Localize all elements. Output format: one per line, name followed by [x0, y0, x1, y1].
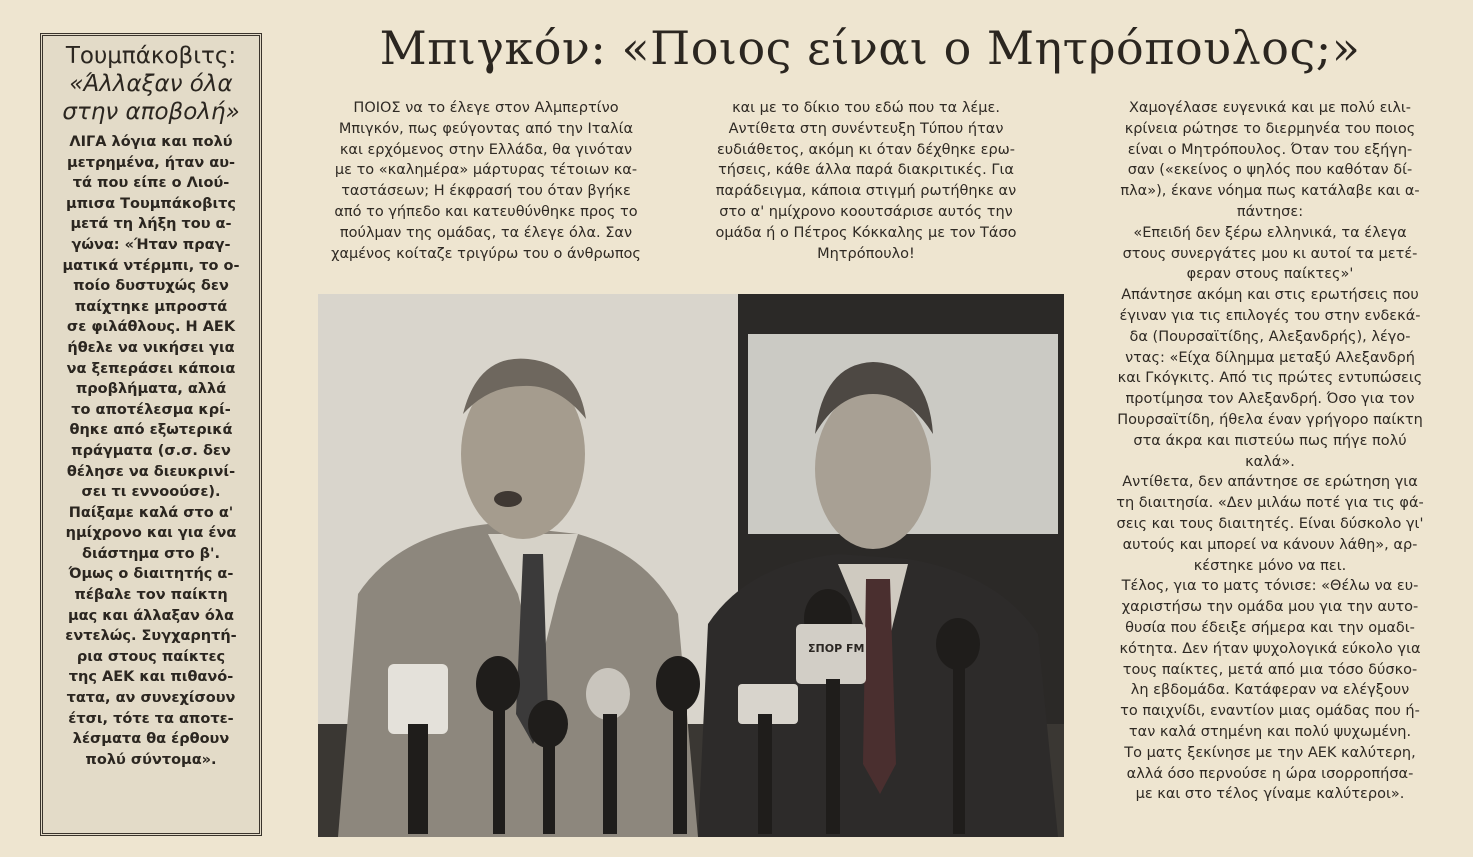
article-text-line: στα άκρα και πιστεύω πως πήγε πολύ	[1133, 432, 1407, 449]
sidebar-text-line: ρια στους παίκτες	[76, 648, 226, 665]
article-text-line: με το «καλημέρα» μάρτυρας τέτοιων κα-	[334, 162, 638, 179]
article-text-line: δα (Πουρσαϊτίδης, Αλεξανδρής), λέγο-	[1129, 328, 1411, 345]
sidebar-text-line: τατα, αν συνεχίσουν	[66, 690, 236, 707]
sidebar-text-line: πολύ σύντομα».	[85, 751, 217, 768]
article-text-line: σεις και τους διαιτητές. Είναι δύσκολο γι'	[1116, 515, 1424, 532]
article-text-line: Τέλος, για το ματς τόνισε: «Θέλω να ευ-	[1121, 578, 1419, 595]
sidebar-text-line: σει τι εννοούσε).	[81, 484, 221, 501]
article-text-line: ομάδα ή ο Πέτρος Κόκκαλης με τον Τάσο	[715, 224, 1017, 241]
article-column-3	[1090, 98, 1450, 805]
sidebar-text-line: πέβαλε τον παίκτη	[74, 587, 228, 604]
sidebar-text-line: ημίχρονο και για ένα	[65, 525, 237, 542]
article-text-line: ντας: «Είχα δίλημμα μεταξύ Αλεξανδρή	[1125, 349, 1415, 366]
article-text-line: φεραν στους παίκτες»'	[1186, 266, 1354, 283]
article-text-line: αυτούς και μπορεί να κάνουν λάθη», αρ-	[1122, 536, 1418, 553]
sidebar-text-line: μετρημένα, ήταν αυ-	[66, 154, 236, 171]
article-text-line: πλα»), έκανε νόημα πως κατάλαβε και α-	[1120, 183, 1420, 200]
sidebar-headline-line: «Άλλαξαν όλα	[69, 71, 233, 97]
article-text-line: στους συνεργάτες μου κι αυτοί τα μετέ-	[1122, 245, 1418, 262]
article-text-line: Αντίθετα, δεν απάντησε σε ερώτηση για	[1122, 474, 1418, 491]
article-text-line: αλλά όσο περνούσε η ώρα ισορροπήσα-	[1126, 765, 1414, 782]
article-text-line: ταν καλά στημένη και πολύ ψυχωμένη.	[1128, 723, 1412, 740]
sidebar-text-line: θέλησε να διευκρινί-	[66, 463, 236, 480]
article-text-line: θυσία που έδειξε σήμερα και την ομαδι-	[1125, 619, 1415, 636]
sidebar-text-line: εντελώς. Συγχαρητή-	[65, 628, 237, 645]
article-column-2	[696, 98, 1036, 264]
article-text-line: Πουρσαϊτίδη, ήθελα έναν γρήγορο παίκτη	[1117, 411, 1423, 428]
article-text-line: ταστάσεων; Η έκφρασή του όταν βγήκε	[341, 183, 631, 200]
sidebar-text-line: σε φιλάθλους. Η ΑΕΚ	[66, 319, 236, 336]
article-text-line: τήσεις, κάθε άλλα παρά διακριτικές. Για	[718, 162, 1014, 179]
press-conference-photo	[318, 294, 1064, 837]
article-text-line: κέστηκε μόνο να πει.	[1193, 557, 1347, 574]
sidebar-text-line: πράγματα (σ.σ. δεν	[71, 442, 231, 459]
article-text-line: χαριστήσω την ομάδα μου για την αυτο-	[1121, 599, 1419, 616]
sidebar-text-line: της ΑΕΚ και πιθανό-	[68, 669, 234, 686]
article-text-line: Χαμογέλασε ευγενικά και με πολύ ειλι-	[1128, 100, 1412, 116]
article-text-line: από το γήπεδο και κατευθύνθηκε προς το	[334, 203, 638, 220]
sidebar-text-line: διάστημα στο β'.	[81, 545, 220, 562]
article-text-line: «Επειδή δεν ξέρω ελληνικά, τα έλεγα	[1133, 224, 1407, 241]
article-headline: Μπιγκόν: «Ποιος είναι ο Μητρόπουλος;»	[379, 21, 1361, 75]
sidebar-body-text	[49, 132, 253, 770]
article-text-line: ευδιάθετος, ακόμη κι όταν δέχθηκε ερω-	[716, 141, 1016, 158]
sidebar-text-line: ήθελε να νικήσει για	[67, 339, 235, 356]
sidebar-text-line: ΛΙΓΑ λόγια και πολύ	[69, 134, 233, 150]
sidebar-text-line: Παίξαμε καλά στο α'	[68, 504, 234, 521]
sidebar-text-line: μας και άλλαξαν όλα	[67, 607, 235, 624]
sidebar-text-line: παίχτηκε μπροστά	[74, 298, 228, 315]
article-text-line: Το ματς ξεκίνησε με την ΑΕΚ καλύτερη,	[1124, 744, 1416, 761]
sidebar-text-line: λέσματα θα έρθουν	[72, 731, 230, 748]
article-text-line: πούλμαν της ομάδας, τα έλεγε όλα. Σαν	[339, 224, 633, 241]
article-text-line: σαν («εκείνος ο ψηλός που καθόταν δί-	[1127, 162, 1413, 179]
article-text-line: λη εβδομάδα. Κατάφεραν να ελέγξουν	[1130, 682, 1410, 699]
sidebar-text-line: Όμως ο διαιτητής α-	[68, 566, 234, 583]
article-text-line: κότητα. Δεν ήταν ψυχολογικά εύκολο για	[1119, 640, 1421, 657]
article-text-line: παράδειγμα, κάποια στιγμή ρωτήθηκε αν	[715, 183, 1017, 200]
article-text-line: έγιναν για τις επιλογές του στην ενδεκά-	[1119, 307, 1421, 324]
article-text-line: και με το δίκιο του εδώ που τα λέμε.	[732, 100, 1000, 116]
article-text-line: Μπιγκόν, πως φεύγοντας από την Ιταλία	[338, 120, 634, 137]
article-text-line: πάντησε:	[1236, 203, 1304, 220]
sidebar-box	[40, 33, 262, 836]
sidebar-text-line: ματικά ντέρμπι, το ο-	[62, 257, 240, 274]
article-text-line: χαμένος κοίταζε τριγύρω του ο άνθρωπος	[331, 245, 641, 262]
article-text-line: καλά».	[1245, 453, 1295, 470]
sidebar-headline-line: στην αποβολή»	[62, 99, 240, 125]
article-text-line: Αντίθετα στη συνέντευξη Τύπου ήταν	[728, 120, 1004, 137]
article-text-line: στο α' ημίχρονο κοουτσάρισε αυτός την	[719, 203, 1013, 220]
article-text-line: προτίμησα τον Αλεξανδρή. Όσο για τον	[1125, 391, 1415, 408]
sidebar-text-line: μπισα Τουμπάκοβιτς	[66, 195, 236, 212]
article-text-line: είναι ο Μητρόπουλος. Όταν του εξήγη-	[1127, 141, 1413, 158]
article-text-line: ΠΟΙΟΣ να το έλεγε στον Αλμπερτίνο	[353, 100, 619, 116]
article-text-line: και ερχόμενος στην Ελλάδα, θα γινόταν	[339, 141, 633, 158]
sidebar-text-line: μετά τη λήξη του α-	[70, 216, 232, 233]
sidebar-text-line: τά που είπε ο Λιού-	[72, 175, 230, 192]
article-text-line: Μητρόπουλο!	[817, 245, 915, 262]
mic-flag-label: ΣΠΟΡ FM	[808, 642, 865, 655]
article-text-line: κρίνεια ρώτησε το διερμηνέα του ποιος	[1124, 120, 1416, 137]
sidebar-text-line: θηκε από εξωτερικά	[69, 422, 233, 439]
sidebar-headline	[49, 42, 253, 126]
sidebar-text-line: προβλήματα, αλλά	[75, 381, 227, 398]
article-text-line: Απάντησε ακόμη και στις ερωτήσεις που	[1121, 287, 1419, 304]
sidebar-text-line: το αποτέλεσμα κρί-	[71, 401, 231, 418]
sidebar-text-line: έτσι, τότε τα αποτε-	[68, 710, 234, 727]
article-text-line: με και στο τέλος γίναμε καλύτεροι».	[1135, 786, 1405, 803]
article-text-line: τη διαιτησία. «Δεν μιλάω ποτέ για τις φά-	[1116, 495, 1424, 512]
article-column-1	[296, 98, 676, 264]
article-text-line: και Γκόγκιτς. Από τις πρώτες εντυπώσεις	[1117, 370, 1423, 387]
sidebar-text-line: ποίο δυστυχώς δεν	[73, 278, 229, 295]
sidebar-headline-line: Τουμπάκοβιτς:	[65, 43, 237, 69]
photo-illustration	[318, 294, 1064, 837]
article-text-line: τους παίκτες, μετά από μια τόσο δύσκο-	[1122, 661, 1418, 678]
article-text-line: το παιχνίδι, εναντίον μιας ομάδας που ή-	[1120, 703, 1420, 720]
sidebar-text-line: γώνα: «Ήταν πραγ-	[71, 236, 231, 253]
sidebar-text-line: να ξεπεράσει κάποια	[66, 360, 236, 377]
